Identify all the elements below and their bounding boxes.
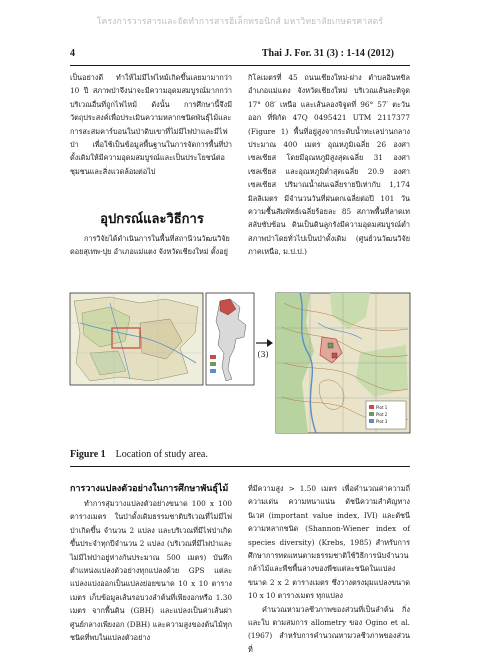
intro-column [70,71,232,178]
legend-item: Plot 2 [376,412,388,417]
page-number: 4 [70,48,75,59]
sampling-column [70,497,232,644]
figure-rule [70,466,410,467]
thailand-inset-panel [206,293,254,385]
biomass-paragraph: คำนวณหามวลชีวภาพของส่วนที่เป็นลำต้น กิ่ง และใบ ตามสมการ allometry ของ Ogino et al. (1967) สำหรับการคำนวณหามวลชีวภาพของส่วนที่ [248,604,410,654]
legend-item: Plot 3 [376,419,388,424]
location-map-svg [70,293,410,433]
regional-map-panel [70,293,203,385]
analysis-paragraph: ที่มีความสูง > 1.50 เมตร เพื่อคำนวณค่าความถี่ ความเด่น ความหนาแน่น ดัชนีความสำคัญทางนิเวศ (important value index, IVI) และดัชนีความหลากชนิด (Shannon-Wiener index of species diversity) (Krebs, 1985) สำหรับการศึกษาการทดแทนตามธรรมชาติใช้วิธีการนับจำนวนกล้าไม้และพืชพื้นล่างของพืชแต่ละชนิดในแปลงขนาด 2 x 2 ตารางเมตร ซึ่งวางตรงมุมแปลงขนาด 10 x 10 ตารางเมตร ทุกแปลง [248,484,410,601]
journal-reference: Thai J. For. 31 (3) : 1-14 (2012) [261,48,394,59]
methods-paragraph: การวิจัยได้ดำเนินการในพื้นที่สถานีวนวัฒนวิจัยดอยสุเทพ-ปุย อำเภอแม่แตง จังหวัดเชียงใหม่ ตั้งอยู่ [70,234,230,257]
watermark: โครงการวารสารและจัดทำการสารอิเล็กทรอนิกส์ มหาวิทยาลัยเกษตรศาสตร์ [96,17,384,27]
methods-column [70,232,232,259]
location-figure [70,293,410,433]
site-description-paragraph: กิโลเมตรที่ 45 ถนนเชียงใหม่-ฝาง ตำบลอินทขิล อำเภอแม่แตง จังหวัดเชียงใหม่ บริเวณเส้นละติจูด 17° 08′ เหนือ และเส้นลองจิจูดที่ 96° 57′ ตะวันออก ที่พิกัด 47Q 0495421 UTM 2117377 (Figure 1) พื้นที่อยู่สูงจากระดับน้ำทะเลปานกลางประมาณ 400 เมตร อุณหภูมิเฉลี่ย 26 องศาเซลเซียส โดยมีอุณหภูมิสูงสุดเฉลี่ย 31 องศาเซลเซียส และอุณหภูมิต่ำสุดเฉลี่ย 20.9 องศาเซลเซียส ปริมาณน้ำฝนเฉลี่ยรายปีเท่ากับ 1,174 มิลลิเมตร มีจำนวนวันที่ฝนตกเฉลี่ยต่อปี 101 วัน ความชื้นสัมพัทธ์เฉลี่ยร้อยละ 85 สภาพพื้นที่ลาดเทสลับซับซ้อน ดินเป็นดินลูกรังมีความอุดมสมบูรณ์ต่ำ สภาพป่าโดยทั่วไปเป็นป่าดั้งเดิม (ศูนย์วนวัฒนวิจัยภาคเหนือ, ม.ป.ป.) [248,73,410,257]
arrow-label: (3) [257,350,269,359]
figure-caption-label: Figure 1 [70,449,106,460]
figure-caption [70,449,208,460]
intro-paragraph: เป็นอย่างดี ทำให้ไม่มีไฟไหม้เกิดขึ้นเลยมามากว่า 10 ปี สภาพป่าจึงน่าจะมีความอุดมสมบูรณ์มากกว่าบริเวณอื่นที่ถูกไฟไหม้ ดังนั้น การศึกษานี้จึงมีวัตถุประสงค์เพื่อประเมินความหลากชนิดพันธุ์ไม้และการสะสมคาร์บอนในป่าดิบเขาที่ไม่มีไฟป่าและมีไฟป่า เพื่อใช้เป็นข้อมูลพื้นฐานในการจัดการพื้นที่ป่าดั้งเดิมให้มีความอุดมสมบูรณ์และเป็นประโยชน์ต่อชุมชนและสิ่งแวดล้อมต่อไป [70,73,232,176]
figure-caption-text: Location of study area. [115,449,208,460]
analysis-column [248,482,410,656]
sampling-paragraph: ทำการสุ่มวางแปลงตัวอย่างขนาด 100 x 100 ตารางเมตร ในป่าดั้งเดิมธรรมชาติบริเวณที่ไม่มีไฟป่าเกิดขึ้น จำนวน 2 แปลง และบริเวณที่มีไฟป่าเกิดขึ้นประจำทุกปีจำนวน 2 แปลง (บริเวณที่มีไฟป่าและไม่มีไฟป่าอยู่ห่างกันประมาณ 500 เมตร) บันทึกตำแหน่งแปลงตัวอย่างทุกแปลงด้วย GPS แต่ละแปลงแบ่งออกเป็นแปลงย่อยขนาด 10 x 10 ตารางเมตร เก็บข้อมูลเส้นรอบวงลำต้นที่เพียงอกหรือ 1.30 เมตร จากพื้นดิน (GBH) และแปลงเป็นค่าเส้นผ่าศูนย์กลางเพียงอก (DBH) และความสูงของต้นไม้ทุกชนิดที่พบในแปลงตัวอย่าง [70,499,232,643]
map-arrow [256,339,273,347]
site-description-column [248,71,410,259]
header-rule [70,65,410,66]
sampling-heading: การวางแปลงตัวอย่างในการศึกษาพันธุ์ไม้ [70,484,229,494]
legend-item: Plot 1 [376,405,388,410]
methods-heading: อุปกรณ์และวิธีการ [100,212,204,227]
topographic-map-panel [276,293,410,433]
